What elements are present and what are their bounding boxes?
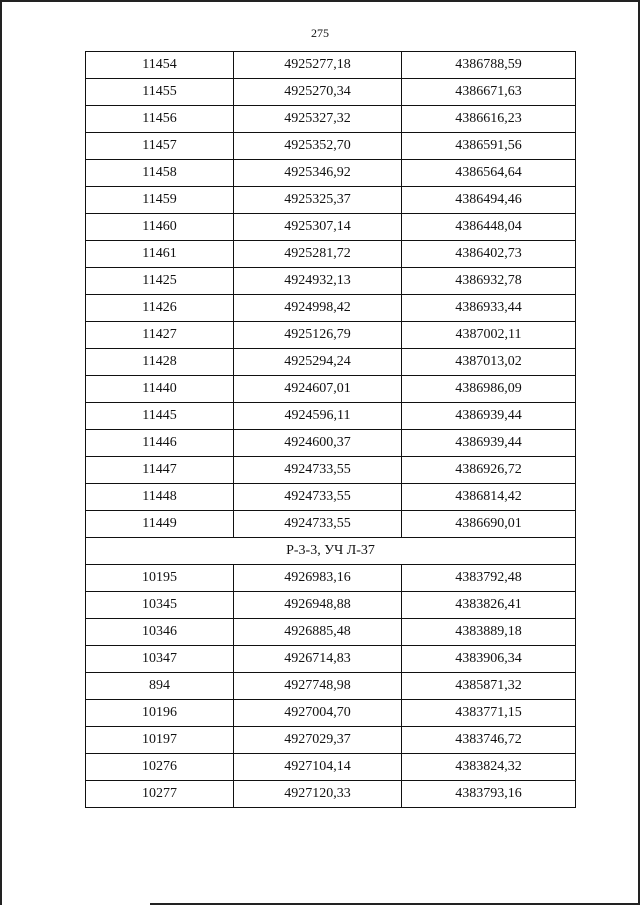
point-number-cell: 10347 [86,646,234,673]
point-number-cell: 894 [86,673,234,700]
scan-edge-left [0,0,2,905]
point-number-cell: 11459 [86,187,234,214]
coordinates-table-body [86,52,576,808]
x-coordinate-cell: 4927104,14 [234,754,402,781]
y-coordinate-cell: 4386933,44 [402,295,576,322]
point-number-cell: 10196 [86,700,234,727]
y-coordinate-cell: 4386448,04 [402,214,576,241]
x-coordinate-cell: 4926885,48 [234,619,402,646]
y-coordinate-cell: 4386591,56 [402,133,576,160]
y-coordinate-cell: 4383824,32 [402,754,576,781]
x-coordinate-cell: 4925281,72 [234,241,402,268]
table-row [86,511,576,538]
x-coordinate-cell: 4924607,01 [234,376,402,403]
table-row [86,268,576,295]
y-coordinate-cell: 4386788,59 [402,52,576,79]
table-row [86,106,576,133]
x-coordinate-cell: 4924932,13 [234,268,402,295]
y-coordinate-cell: 4386402,73 [402,241,576,268]
x-coordinate-cell: 4924600,37 [234,430,402,457]
y-coordinate-cell: 4386494,46 [402,187,576,214]
table-row [86,160,576,187]
table-row [86,565,576,592]
y-coordinate-cell: 4386932,78 [402,268,576,295]
table-row [86,376,576,403]
point-number-cell: 11440 [86,376,234,403]
section-title: Р-3-3, УЧ Л-37 [86,538,576,565]
scan-edge-top [0,0,640,2]
y-coordinate-cell: 4383906,34 [402,646,576,673]
x-coordinate-cell: 4924733,55 [234,457,402,484]
y-coordinate-cell: 4386986,09 [402,376,576,403]
x-coordinate-cell: 4925270,34 [234,79,402,106]
point-number-cell: 11455 [86,79,234,106]
y-coordinate-cell: 4385871,32 [402,673,576,700]
table-row [86,700,576,727]
x-coordinate-cell: 4925352,70 [234,133,402,160]
y-coordinate-cell: 4387002,11 [402,322,576,349]
point-number-cell: 11460 [86,214,234,241]
y-coordinate-cell: 4386564,64 [402,160,576,187]
x-coordinate-cell: 4924998,42 [234,295,402,322]
x-coordinate-cell: 4924733,55 [234,511,402,538]
table-row [86,457,576,484]
y-coordinate-cell: 4386939,44 [402,403,576,430]
x-coordinate-cell: 4927120,33 [234,781,402,808]
table-row [86,322,576,349]
point-number-cell: 11457 [86,133,234,160]
point-number-cell: 11446 [86,430,234,457]
table-row [86,619,576,646]
x-coordinate-cell: 4924596,11 [234,403,402,430]
table-row [86,79,576,106]
table-row [86,430,576,457]
point-number-cell: 11448 [86,484,234,511]
y-coordinate-cell: 4386814,42 [402,484,576,511]
y-coordinate-cell: 4386671,63 [402,79,576,106]
table-row [86,214,576,241]
point-number-cell: 10276 [86,754,234,781]
table-row [86,187,576,214]
x-coordinate-cell: 4925325,37 [234,187,402,214]
table-row [86,592,576,619]
table-row [86,295,576,322]
point-number-cell: 11461 [86,241,234,268]
x-coordinate-cell: 4925307,14 [234,214,402,241]
x-coordinate-cell: 4925327,32 [234,106,402,133]
page-number: 275 [311,26,329,40]
table-row [86,781,576,808]
point-number-cell: 10195 [86,565,234,592]
x-coordinate-cell: 4925346,92 [234,160,402,187]
point-number-cell: 11458 [86,160,234,187]
point-number-cell: 11456 [86,106,234,133]
point-number-cell: 11426 [86,295,234,322]
point-number-cell: 10346 [86,619,234,646]
table-row [86,646,576,673]
point-number-cell: 11425 [86,268,234,295]
x-coordinate-cell: 4925294,24 [234,349,402,376]
y-coordinate-cell: 4387013,02 [402,349,576,376]
y-coordinate-cell: 4383792,48 [402,565,576,592]
x-coordinate-cell: 4926983,16 [234,565,402,592]
y-coordinate-cell: 4386939,44 [402,430,576,457]
point-number-cell: 10277 [86,781,234,808]
point-number-cell: 11428 [86,349,234,376]
point-number-cell: 11449 [86,511,234,538]
x-coordinate-cell: 4927004,70 [234,700,402,727]
y-coordinate-cell: 4386616,23 [402,106,576,133]
table-row [86,484,576,511]
table-row [86,754,576,781]
table-row [86,727,576,754]
x-coordinate-cell: 4926714,83 [234,646,402,673]
x-coordinate-cell: 4925126,79 [234,322,402,349]
point-number-cell: 11447 [86,457,234,484]
table-row [86,403,576,430]
y-coordinate-cell: 4383826,41 [402,592,576,619]
table-row [86,241,576,268]
x-coordinate-cell: 4925277,18 [234,52,402,79]
section-header-row [86,538,576,565]
table-row [86,673,576,700]
y-coordinate-cell: 4383746,72 [402,727,576,754]
x-coordinate-cell: 4927029,37 [234,727,402,754]
point-number-cell: 10197 [86,727,234,754]
table-row [86,52,576,79]
coordinates-table [85,51,576,808]
y-coordinate-cell: 4386926,72 [402,457,576,484]
x-coordinate-cell: 4926948,88 [234,592,402,619]
table-row [86,133,576,160]
y-coordinate-cell: 4386690,01 [402,511,576,538]
table-row [86,349,576,376]
point-number-cell: 11454 [86,52,234,79]
y-coordinate-cell: 4383793,16 [402,781,576,808]
point-number-cell: 11445 [86,403,234,430]
point-number-cell: 11427 [86,322,234,349]
point-number-cell: 10345 [86,592,234,619]
y-coordinate-cell: 4383771,15 [402,700,576,727]
y-coordinate-cell: 4383889,18 [402,619,576,646]
x-coordinate-cell: 4927748,98 [234,673,402,700]
x-coordinate-cell: 4924733,55 [234,484,402,511]
